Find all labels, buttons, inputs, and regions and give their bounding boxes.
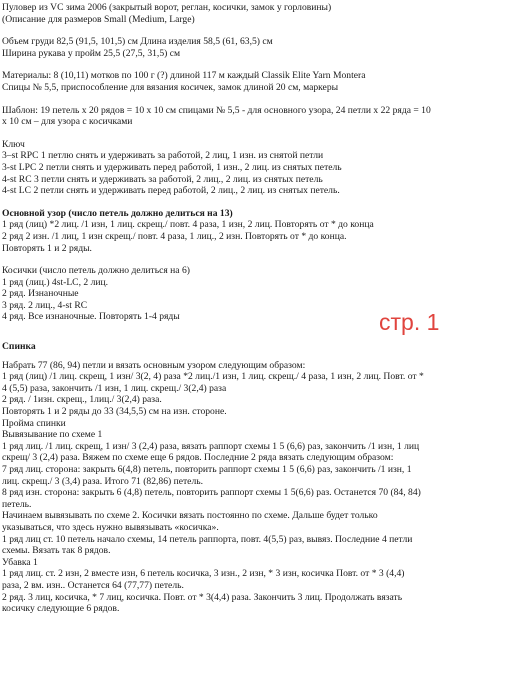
measurement-line: Объем груди 82,5 (91,5, 101,5) см Длина изделия 58,5 (61, 63,5) см [2,36,273,48]
scheme2-section [2,510,505,556]
back-line: Набрать 77 (86, 94) петли и вязать основным узором следующим образом: [2,359,306,371]
materials [2,70,505,93]
pattern-line: 2 ряд 2 изн. /1 лиц, 1 изн скрещ./ повт. 4 раза, 1 лиц., 2 изн. Повторять от * до конца. [2,230,347,242]
armhole-section [2,418,505,511]
page-number-mark: стр. 1 [379,309,440,335]
gauge [2,105,505,128]
key-section [2,139,505,197]
subtitle-line: (Описание для размеров Small (Medium, Large) [2,13,195,25]
main-pattern-section [2,208,505,254]
scheme2-line: схемы. Вязать так 8 рядов. [2,545,111,557]
cables-heading: Косички (число петель должно делиться на 6) [2,265,190,277]
key-line: 3-st LPC 2 петли снять и удерживать перед работой, 1 изн., 2 лиц. из снятых петель [2,161,342,173]
decrease-line: 2 ряд. 3 лиц, косичка, * 7 лиц, косичка. Повт. от * 3(4,4) раза. Закончить 3 лиц. Продолжать вязать [2,591,403,603]
back-line: 4 (5,5) раза, закончить /1 изн, 1 лиц. скрещ./ 3(2,4) раза [2,382,227,394]
pattern-line: 1 ряд (лиц) *2 лиц. /1 изн, 1 лиц. скрещ./ повт. 4 раза, 1 изн, 2 лиц. Повторять от * до конца [2,219,374,231]
scheme2-line: Начинаем вывязывать по схеме 2. Косички вязать постоянно по схеме. Дальше будет только [2,510,378,522]
armhole-line: петель. [2,498,32,510]
back-line: Повторять 1 и 2 ряды до 33 (34,5,5) см на изн. стороне. [2,406,227,418]
back-line: 1 ряд (лиц) /1 лиц. скрещ, 1 изн/ 3(2, 4) раза *2 лиц./1 изн, 1 лиц. скрещ./ 4 раза, 1 изн, 2 лиц. Повт. от * [2,371,424,383]
cables-line: 3 ряд. 2 лиц., 4-st RC [2,299,88,311]
materials-line: Спицы № 5,5, приспособление для вязания косичек, замок длиной 20 см, маркеры [2,81,339,93]
key-line: 3–st RPC 1 петлю снять и удерживать за работой, 2 лиц, 1 изн. из снятой петли [2,150,324,162]
measurement-line: Ширина рукава у пройм 25,5 (27,5, 31,5) см [2,47,181,59]
cables-line: 4 ряд. Все изнаночные. Повторять 1-4 ряды [2,311,180,323]
armhole-line: 7 ряд лиц. сторона: закрыть 6(4,8) петель, повторить раппорт схемы 1 5 (6,6) раз, закончить /1 изн, 1 [2,464,412,475]
decrease-section [2,557,505,615]
title-line: Пуловер из VC зима 2006 (закрытый ворот, реглан, косички, замок у горловины) [2,2,332,13]
key-line: 4-st LC 2 петли снять и удерживать перед работой, 2 лиц., 2 лиц. из снятых петель. [2,185,340,197]
materials-line: Материалы: 8 (10,11) мотков по 100 г (?) длиной 117 м каждый Classik Elite Yarn Montera [2,70,366,82]
back-line: 2 ряд. / 1изн. скрещ., 1лиц./ 3(2,4) раза. [2,394,162,406]
decrease-line: косичку следующие 6 рядов. [2,603,120,615]
decrease-line: 1 ряд лиц. ст. 2 изн, 2 вместе изн, 6 петель косичка, 3 изн., 2 изн, * 3 изн, косичка Повт. от * 3 (4,4) [2,568,405,580]
decrease-line: раза, 2 вм. изн.. Останется 64 (77,77) петель. [2,579,184,591]
back-heading: Спинка [2,341,36,353]
back-section [2,341,505,418]
gauge-line: Шаблон: 19 петель х 20 рядов = 10 х 10 см спицами № 5,5 - для основного узора, 24 петли х 22 ряда = 10 [2,104,431,116]
title-block [2,2,505,25]
pattern-line: Повторять 1 и 2 ряды. [2,242,92,254]
cables-line: 1 ряд (лиц.) 4st-LC, 2 лиц. [2,276,109,288]
scheme2-line: 1 ряд лиц ст. 10 петель начало схемы, 14 петель раппорта, повт. 4(5,5) раз, вывяз. Последние 4 петли [2,533,413,545]
armhole-line: скрещ/ 3 (2,4) раза. Вяжем по схеме еще 6 рядов. Последние 2 ряда вязать следующим образом: [2,452,394,464]
armhole-line: 8 ряд изн. сторона: закрыть 6 (4,8) петель, повторить раппорт схемы 1 5(6,6) раз. Останется 70 (84, 84) [2,487,421,499]
measurements [2,36,505,59]
gauge-line: х 10 см – для узора с косичками [2,116,133,128]
decrease-heading: Убавка 1 [2,556,38,568]
key-line: 4-st RC 3 петли снять и удерживать за работой, 2 лиц., 2 лиц. из снятых петель [2,173,323,185]
cables-line: 2 ряд. Изнаночные [2,288,79,300]
armhole-heading: Пройма спинки [2,417,66,429]
main-pattern-heading: Основной узор (число петель должно делиться на 13) [2,207,233,219]
armhole-line: 1 ряд лиц. /1 лиц. скрещ, 1 изн/ 3 (2,4) раза, вязать раппорт схемы 1 5 (6,6) раз, закончить /1 изн, 1 лиц [2,440,420,452]
scheme2-line: указываться, что здесь нужно вывязывать «косичка». [2,521,219,533]
armhole-line: Вывязывание по схеме 1 [2,429,103,441]
key-heading: Ключ [2,138,25,150]
armhole-line: лиц. скрещ./ 3 (3,4) раза. Итого 71 (82,86) петель. [2,475,204,487]
